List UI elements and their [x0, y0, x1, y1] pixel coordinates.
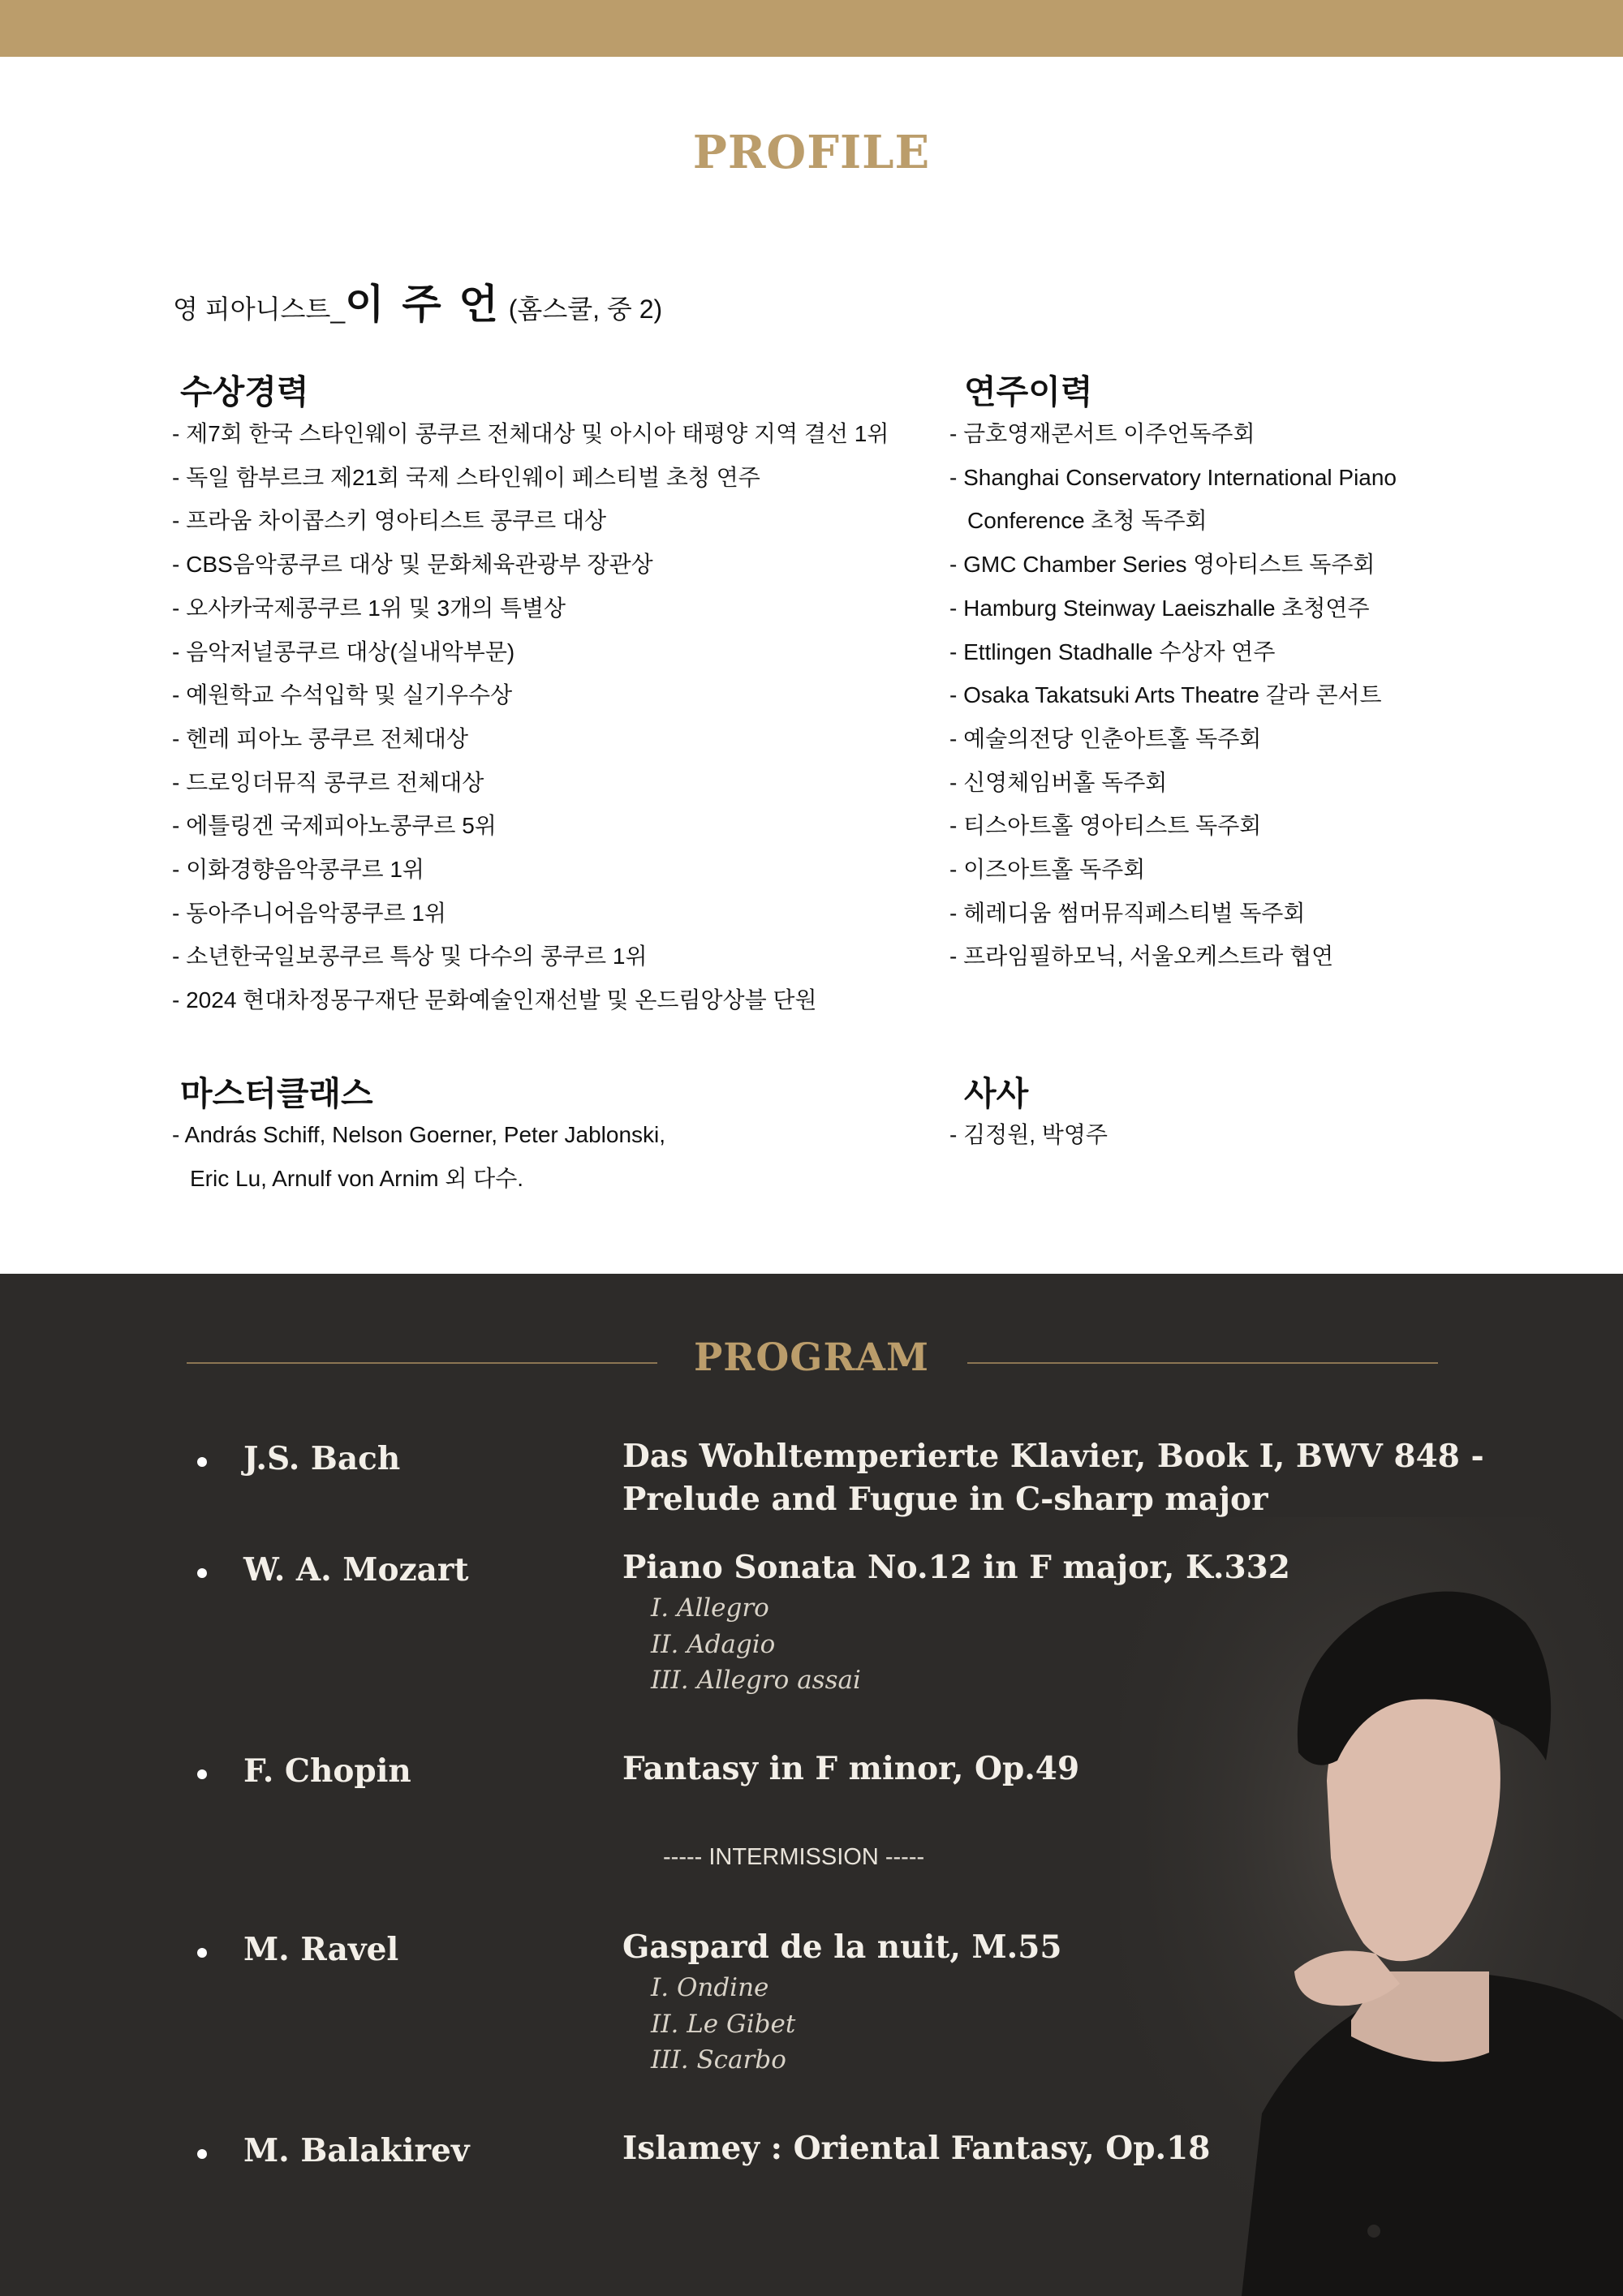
- performance-item: - 예술의전당 인춘아트홀 독주회: [949, 725, 1262, 751]
- performance-item: - 금호영재콘서트 이주언독주회: [949, 421, 1255, 446]
- work-title: [622, 2127, 1210, 2170]
- bullet: [197, 1568, 207, 1578]
- work-title: [622, 1435, 1484, 1521]
- profile-title: PROFILE: [692, 126, 931, 179]
- masterclass-item-continued: Eric Lu, Arnulf von Arnim 외 다수.: [190, 1165, 524, 1191]
- bullet: [197, 1769, 207, 1779]
- movement: I. Allegro: [651, 1593, 769, 1623]
- award-item: - 헨레 피아노 콩쿠르 전체대상: [172, 725, 469, 751]
- movement: I. Ondine: [651, 1973, 769, 2002]
- award-item: - 이화경향음악콩쿠르 1위: [172, 857, 424, 883]
- performance-item-continued: Conference 초청 독주회: [967, 508, 1208, 534]
- intermission-label: ----- INTERMISSION -----: [663, 1844, 925, 1870]
- performances-heading: 연주이력: [964, 373, 1093, 411]
- awards-heading: 수상경력: [180, 373, 309, 411]
- title-rule-left: [187, 1362, 657, 1364]
- award-item: - 예원학교 수석입학 및 실기우수상: [172, 682, 513, 708]
- award-item: - 2024 현대차정몽구재단 문화예술인재선발 및 온드림앙상블 단원: [172, 987, 817, 1013]
- movement: III. Allegro assai: [651, 1666, 861, 1695]
- performances-list: [949, 412, 1397, 978]
- composer-name: M. Balakirev: [243, 2132, 470, 2169]
- work-title-line: Islamey : Oriental Fantasy, Op.18: [622, 2130, 1211, 2167]
- masterclass-item: - András Schiff, Nelson Goerner, Peter Jablonski,: [172, 1122, 666, 1147]
- title-rule-right: [967, 1362, 1438, 1364]
- award-item: - 오사카국제콩쿠르 1위 및 3개의 특별상: [172, 595, 566, 621]
- work-title-line: Gaspard de la nuit, M.55: [622, 1928, 1062, 1966]
- award-item: - 독일 함부르크 제21회 국제 스타인웨이 페스티벌 초청 연주: [172, 464, 760, 490]
- performance-item: - 티스아트홀 영아티스트 독주회: [949, 813, 1262, 839]
- work-title-line: Piano Sonata No.12 in F major, K.332: [622, 1549, 1290, 1586]
- work-title-line: Das Wohltemperierte Klavier, Book I, BWV 848 -: [622, 1438, 1484, 1475]
- movement: III. Scarbo: [651, 2045, 786, 2075]
- pianist-name: 이 주 언: [345, 282, 502, 327]
- pianist-name-line: [173, 272, 662, 330]
- pianist-photo: [1120, 1517, 1623, 2296]
- work-title: [622, 1546, 1290, 1589]
- award-item: - 소년한국일보콩쿠르 특상 및 다수의 콩쿠르 1위: [172, 944, 648, 970]
- masterclass-heading: 마스터클래스: [180, 1075, 373, 1112]
- movements-list: [651, 1590, 861, 1699]
- composer-name: M. Ravel: [243, 1931, 399, 1968]
- composer-name: W. A. Mozart: [243, 1551, 469, 1589]
- work-title: [622, 1748, 1079, 1791]
- teachers-heading: 사사: [964, 1075, 1029, 1112]
- program-section: [0, 1274, 1623, 2296]
- award-item: - CBS음악콩쿠르 대상 및 문화체육관광부 장관상: [172, 552, 653, 578]
- award-item: - 동아주니어음악콩쿠르 1위: [172, 900, 446, 926]
- movement: II. Le Gibet: [651, 2009, 796, 2039]
- work-title-line: Prelude and Fugue in C-sharp major: [622, 1481, 1268, 1518]
- bullet: [197, 1948, 207, 1958]
- composer-name: F. Chopin: [243, 1752, 411, 1790]
- award-item: - 음악저널콩쿠르 대상(실내악부문): [172, 638, 515, 664]
- top-accent-bar: [0, 0, 1623, 57]
- performance-item: - Osaka Takatsuki Arts Theatre 갈라 콘서트: [949, 682, 1382, 708]
- masterclass-list: [172, 1113, 665, 1200]
- name-prefix: 영 피아니스트_: [173, 295, 346, 324]
- award-item: - 드로잉더뮤직 콩쿠르 전체대상: [172, 769, 484, 795]
- composer-name: J.S. Bach: [243, 1440, 401, 1477]
- performance-item: - Ettlingen Stadhalle 수상자 연주: [949, 638, 1276, 664]
- award-item: - 제7회 한국 스타인웨이 콩쿠르 전체대상 및 아시아 태평양 지역 결선 1위: [172, 421, 889, 446]
- program-title: PROGRAM: [693, 1335, 930, 1380]
- performance-item: - Hamburg Steinway Laeiszhalle 초청연주: [949, 595, 1370, 621]
- bullet: [197, 1457, 207, 1467]
- award-item: - 프라움 차이콥스키 영아티스트 콩쿠르 대상: [172, 508, 607, 534]
- performance-item: - 신영체임버홀 독주회: [949, 769, 1168, 795]
- performance-item: - GMC Chamber Series 영아티스트 독주회: [949, 552, 1375, 578]
- teacher-item: - 김정원, 박영주: [949, 1122, 1108, 1147]
- performance-item: - 프라임필하모닉, 서울오케스트라 협연: [949, 944, 1334, 970]
- movement: II. Adagio: [651, 1629, 776, 1659]
- work-title-line: Fantasy in F minor, Op.49: [622, 1750, 1080, 1787]
- name-suffix: (홈스쿨, 중 2): [501, 295, 663, 324]
- performance-item: - Shanghai Conservatory International Piano: [949, 464, 1397, 490]
- bullet: [197, 2149, 207, 2159]
- award-item: - 에틀링겐 국제피아노콩쿠르 5위: [172, 813, 497, 839]
- performance-item: - 이즈아트홀 독주회: [949, 857, 1146, 883]
- awards-list: [172, 412, 889, 1022]
- movements-list: [651, 1970, 795, 2079]
- teachers-list: [949, 1113, 1108, 1157]
- performance-item: - 헤레디움 썸머뮤직페스티벌 독주회: [949, 900, 1306, 926]
- work-title: [622, 1926, 1062, 1969]
